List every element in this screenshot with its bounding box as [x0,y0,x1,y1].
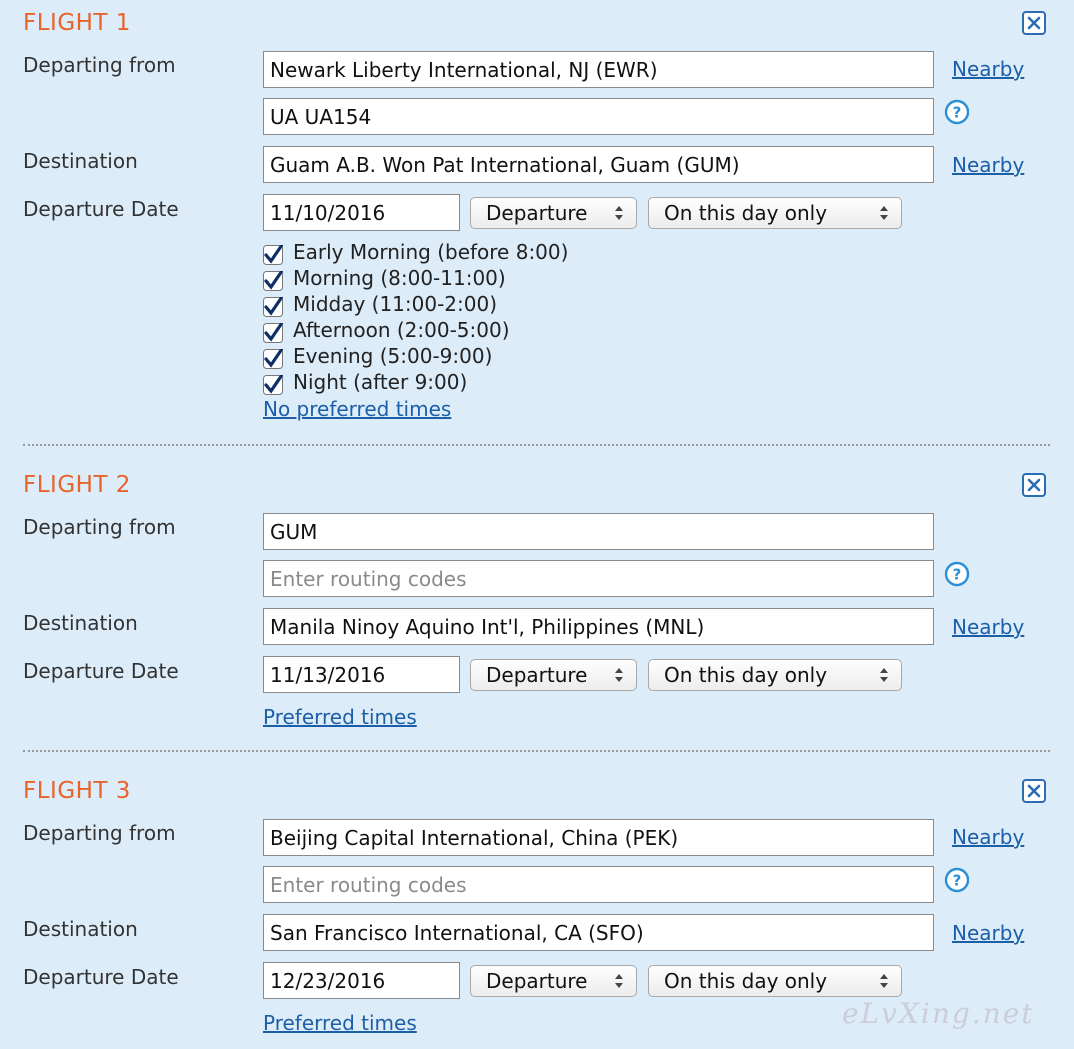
departing-from-label: Departing from [23,821,176,845]
help-icon[interactable] [943,866,971,894]
time-type-select[interactable] [470,965,637,997]
select-arrows-icon [614,204,624,222]
help-icon[interactable] [943,560,971,588]
destination-label: Destination [23,611,138,635]
routing-codes-input[interactable] [263,560,934,597]
time-option-label: Morning (8:00-11:00) [293,266,506,290]
departure-date-input[interactable] [263,656,460,693]
select-arrows-icon [879,204,889,222]
no-preferred-times-link[interactable]: No preferred times [263,397,452,421]
date-flex-value: On this day only [664,663,828,687]
departure-date-input[interactable] [263,962,460,999]
section-divider [23,750,1050,752]
time-type-select[interactable] [470,659,637,691]
time-option-label: Early Morning (before 8:00) [293,240,569,264]
departing-from-input[interactable] [263,513,934,550]
checkbox-checked-icon[interactable] [263,349,283,369]
preferred-times-link[interactable]: Preferred times [263,1011,417,1035]
remove-flight-icon[interactable] [1022,779,1046,803]
date-flex-select[interactable] [648,659,902,691]
date-flex-select[interactable] [648,965,902,997]
departure-date-label: Departure Date [23,197,179,221]
destination-input[interactable] [263,914,934,951]
departure-date-input[interactable] [263,194,460,231]
departing-from-input[interactable] [263,819,934,856]
departure-date-label: Departure Date [23,659,179,683]
destination-input[interactable] [263,146,934,183]
nearby-link-departing[interactable]: Nearby [952,57,1025,81]
svg-text:?: ? [952,565,962,584]
svg-text:?: ? [952,103,962,122]
departure-date-label: Departure Date [23,965,179,989]
checkbox-checked-icon[interactable] [263,375,283,395]
nearby-link-destination[interactable]: Nearby [952,615,1025,639]
help-icon[interactable] [943,98,971,126]
time-type-select[interactable] [470,197,637,229]
checkbox-checked-icon[interactable] [263,323,283,343]
section-divider [23,444,1050,446]
nearby-link-destination[interactable]: Nearby [952,921,1025,945]
destination-label: Destination [23,917,138,941]
checkbox-checked-icon[interactable] [263,271,283,291]
flight-title: FLIGHT 1 [23,10,131,36]
time-type-value: Departure [486,201,588,225]
preferred-times-link[interactable]: Preferred times [263,705,417,729]
watermark: eLvXing.net [842,997,1035,1030]
nearby-link-destination[interactable]: Nearby [952,153,1025,177]
checkbox-checked-icon[interactable] [263,297,283,317]
flight-title: FLIGHT 3 [23,778,131,804]
destination-label: Destination [23,149,138,173]
time-type-value: Departure [486,969,588,993]
select-arrows-icon [614,666,624,684]
checkbox-checked-icon[interactable] [263,245,283,265]
time-option-label: Night (after 9:00) [293,370,468,394]
date-flex-value: On this day only [664,969,828,993]
routing-codes-input[interactable] [263,866,934,903]
departing-from-label: Departing from [23,515,176,539]
time-option-label: Evening (5:00-9:00) [293,344,493,368]
select-arrows-icon [614,972,624,990]
remove-flight-icon[interactable] [1022,11,1046,35]
time-option-label: Midday (11:00-2:00) [293,292,498,316]
remove-flight-icon[interactable] [1022,473,1046,497]
time-type-value: Departure [486,663,588,687]
routing-codes-input[interactable] [263,98,934,135]
flight-title: FLIGHT 2 [23,472,131,498]
select-arrows-icon [879,666,889,684]
svg-text:?: ? [952,871,962,890]
destination-input[interactable] [263,608,934,645]
date-flex-value: On this day only [664,201,828,225]
departing-from-label: Departing from [23,53,176,77]
time-option-label: Afternoon (2:00-5:00) [293,318,510,342]
select-arrows-icon [879,972,889,990]
date-flex-select[interactable] [648,197,902,229]
nearby-link-departing[interactable]: Nearby [952,825,1025,849]
departing-from-input[interactable] [263,51,934,88]
